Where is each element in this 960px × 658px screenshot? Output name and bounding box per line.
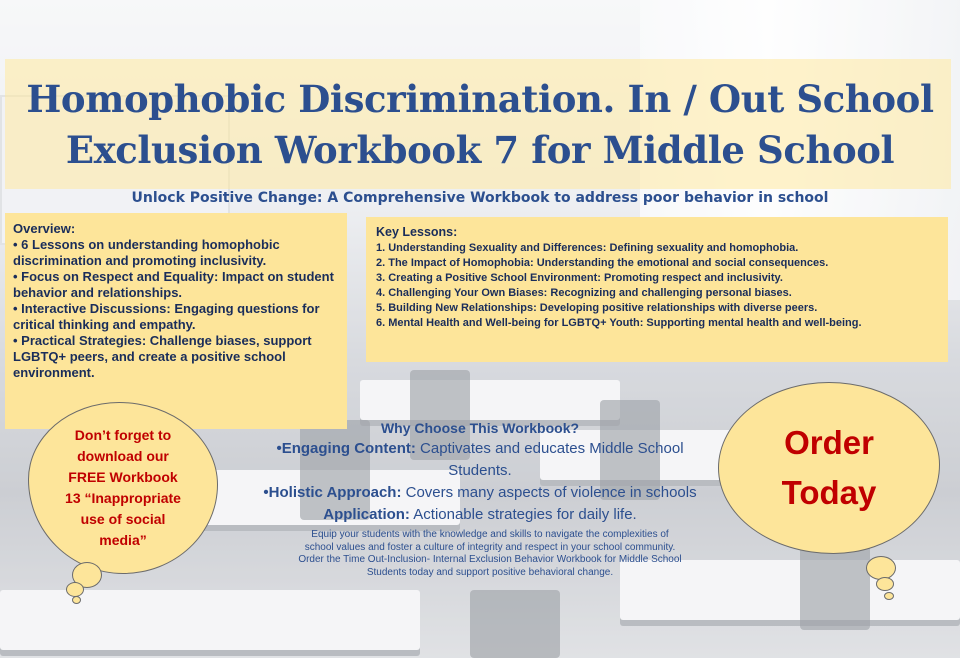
application-text: Actionable strategies for daily life. <box>409 506 637 523</box>
cloud-puff <box>72 596 81 604</box>
cloud-text-line: media” <box>99 532 147 548</box>
lesson-item: 5. Building New Relationships: Developing positive relationships with diverse peers. <box>376 302 818 314</box>
lesson-item: 6. Mental Health and Well-being for LGBTQ+ Youth: Supporting mental health and well-being. <box>376 317 862 329</box>
engaging-label: •Engaging Content: <box>276 440 416 457</box>
cloud-text-line: FREE Workbook <box>68 469 178 485</box>
footer-text <box>250 529 730 579</box>
order-line: Order <box>784 424 874 461</box>
engaging-content-line <box>230 438 730 460</box>
engaging-text-2: Students. <box>448 462 512 479</box>
cloud-puff <box>866 556 896 580</box>
order-today-button[interactable] <box>718 382 940 554</box>
subtitle: Unlock Positive Change: A Comprehensive Workbook to address poor behavior in school <box>131 190 829 206</box>
overview-item: • Interactive Discussions: Engaging questions for critical thinking and empathy. <box>13 301 320 332</box>
cloud-text-line: Don’t forget to <box>74 427 172 443</box>
lessons-heading: Key Lessons: <box>376 225 458 239</box>
why-heading: Why Choose This Workbook? <box>380 420 580 436</box>
overview-box <box>5 213 347 429</box>
footer-line: school values and foster a culture of integrity and respect in your school community. <box>304 541 676 553</box>
engaging-text: Captivates and educates Middle School <box>415 440 684 457</box>
holistic-line <box>230 482 730 504</box>
overview-item: • Practical Strategies: Challenge biases, support LGBTQ+ peers, and create a positive school environment. <box>13 333 312 380</box>
holistic-label: •Holistic Approach: <box>263 484 402 501</box>
application-line <box>230 504 730 526</box>
cloud-text-line: 13 “Inappropriate <box>65 490 181 506</box>
cloud-puff <box>876 577 894 591</box>
application-label: Application: <box>323 506 410 523</box>
footer-line: Students today and support positive behavioral change. <box>366 566 614 578</box>
overview-item: • Focus on Respect and Equality: Impact on student behavior and relationships. <box>13 269 334 300</box>
title-line-2: Exclusion Workbook 7 for Middle School <box>65 128 895 172</box>
key-lessons-box <box>366 217 948 362</box>
footer-line: Order the Time Out-Inclusion- Internal Exclusion Behavior Workbook for Middle School <box>298 554 682 565</box>
why-choose-section <box>230 418 730 526</box>
lesson-item: 1. Understanding Sexuality and Differences: Defining sexuality and homophobia. <box>376 242 799 254</box>
page-title <box>0 74 960 176</box>
order-line: Today <box>781 474 877 511</box>
overview-heading: Overview: <box>13 221 76 236</box>
footer-line: Equip your students with the knowledge and skills to navigate the complexities of <box>311 529 669 540</box>
title-line-1: Homophobic Discrimination. In / Out School <box>26 77 934 121</box>
lesson-item: 3. Creating a Positive School Environment: Promoting respect and inclusivity. <box>376 272 783 284</box>
cloud-puff <box>66 582 84 597</box>
holistic-text: Covers many aspects of violence in schools <box>401 484 697 501</box>
lesson-item: 2. The Impact of Homophobia: Understanding the emotional and social consequences. <box>376 257 829 269</box>
lesson-item: 4. Challenging Your Own Biases: Recognizing and challenging personal biases. <box>376 287 792 299</box>
cloud-puff <box>884 592 894 600</box>
cloud-text-line: download our <box>77 448 169 464</box>
overview-item: • 6 Lessons on understanding homophobic discrimination and promoting inclusivity. <box>13 237 280 268</box>
cloud-text-line: use of social <box>80 511 166 527</box>
